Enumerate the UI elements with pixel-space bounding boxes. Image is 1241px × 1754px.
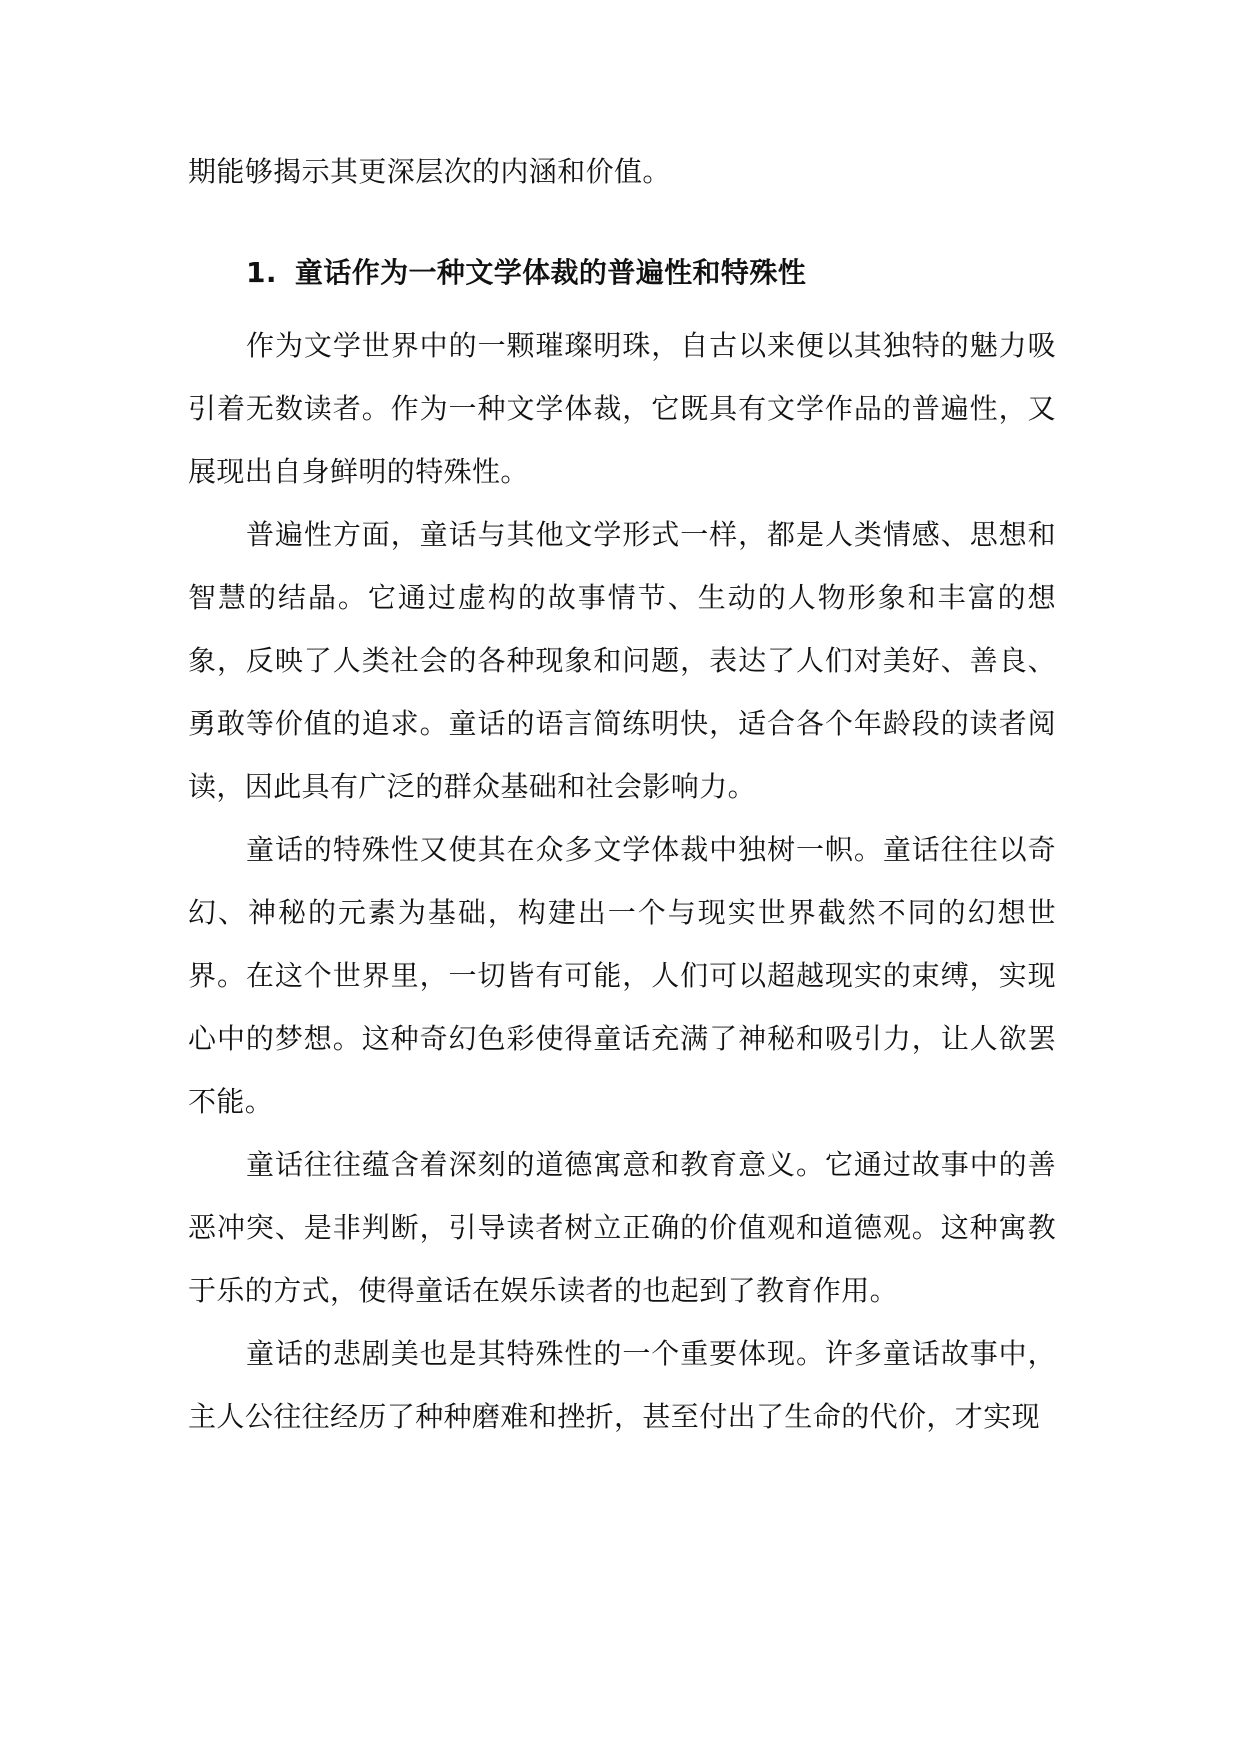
body-paragraph-5: 童话的悲剧美也是其特殊性的一个重要体现。许多童话故事中，主人公往往经历了种种磨难和挫折，甚至付出了生命的代价，才实现 — [188, 1337, 1056, 1433]
document-body — [188, 140, 1056, 1448]
body-paragraph-2: 普遍性方面，童话与其他文学形式一样，都是人类情感、思想和智慧的结晶。它通过虚构的故事情节、生动的人物形象和丰富的想象，反映了人类社会的各种现象和问题，表达了人们对美好、善良、勇敢等价值的追求。童话的语言简练明快，适合各个年龄段的读者阅读，因此具有广泛的群众基础和社会影响力。 — [188, 518, 1056, 803]
body-paragraph-4: 童话往往蕴含着深刻的道德寓意和教育意义。它通过故事中的善恶冲突、是非判断，引导读者树立正确的价值观和道德观。这种寓教于乐的方式，使得童话在娱乐读者的也起到了教育作用。 — [188, 1148, 1056, 1307]
section-number: 1. — [246, 256, 277, 289]
section-heading — [188, 241, 1056, 304]
section-title: 童话作为一种文学体裁的普遍性和特殊性 — [294, 256, 807, 289]
body-paragraph-1: 作为文学世界中的一颗璀璨明珠，自古以来便以其独特的魅力吸引着无数读者。作为一种文学体裁，它既具有文学作品的普遍性，又展现出自身鲜明的特殊性。 — [188, 329, 1056, 488]
continuation-paragraph: 期能够揭示其更深层次的内涵和价值。 — [188, 155, 671, 188]
body-paragraph-3: 童话的特殊性又使其在众多文学体裁中独树一帜。童话往往以奇幻、神秘的元素为基础，构建出一个与现实世界截然不同的幻想世界。在这个世界里，一切皆有可能，人们可以超越现实的束缚，实现心中的梦想。这种奇幻色彩使得童话充满了神秘和吸引力，让人欲罢不能。 — [188, 833, 1056, 1118]
